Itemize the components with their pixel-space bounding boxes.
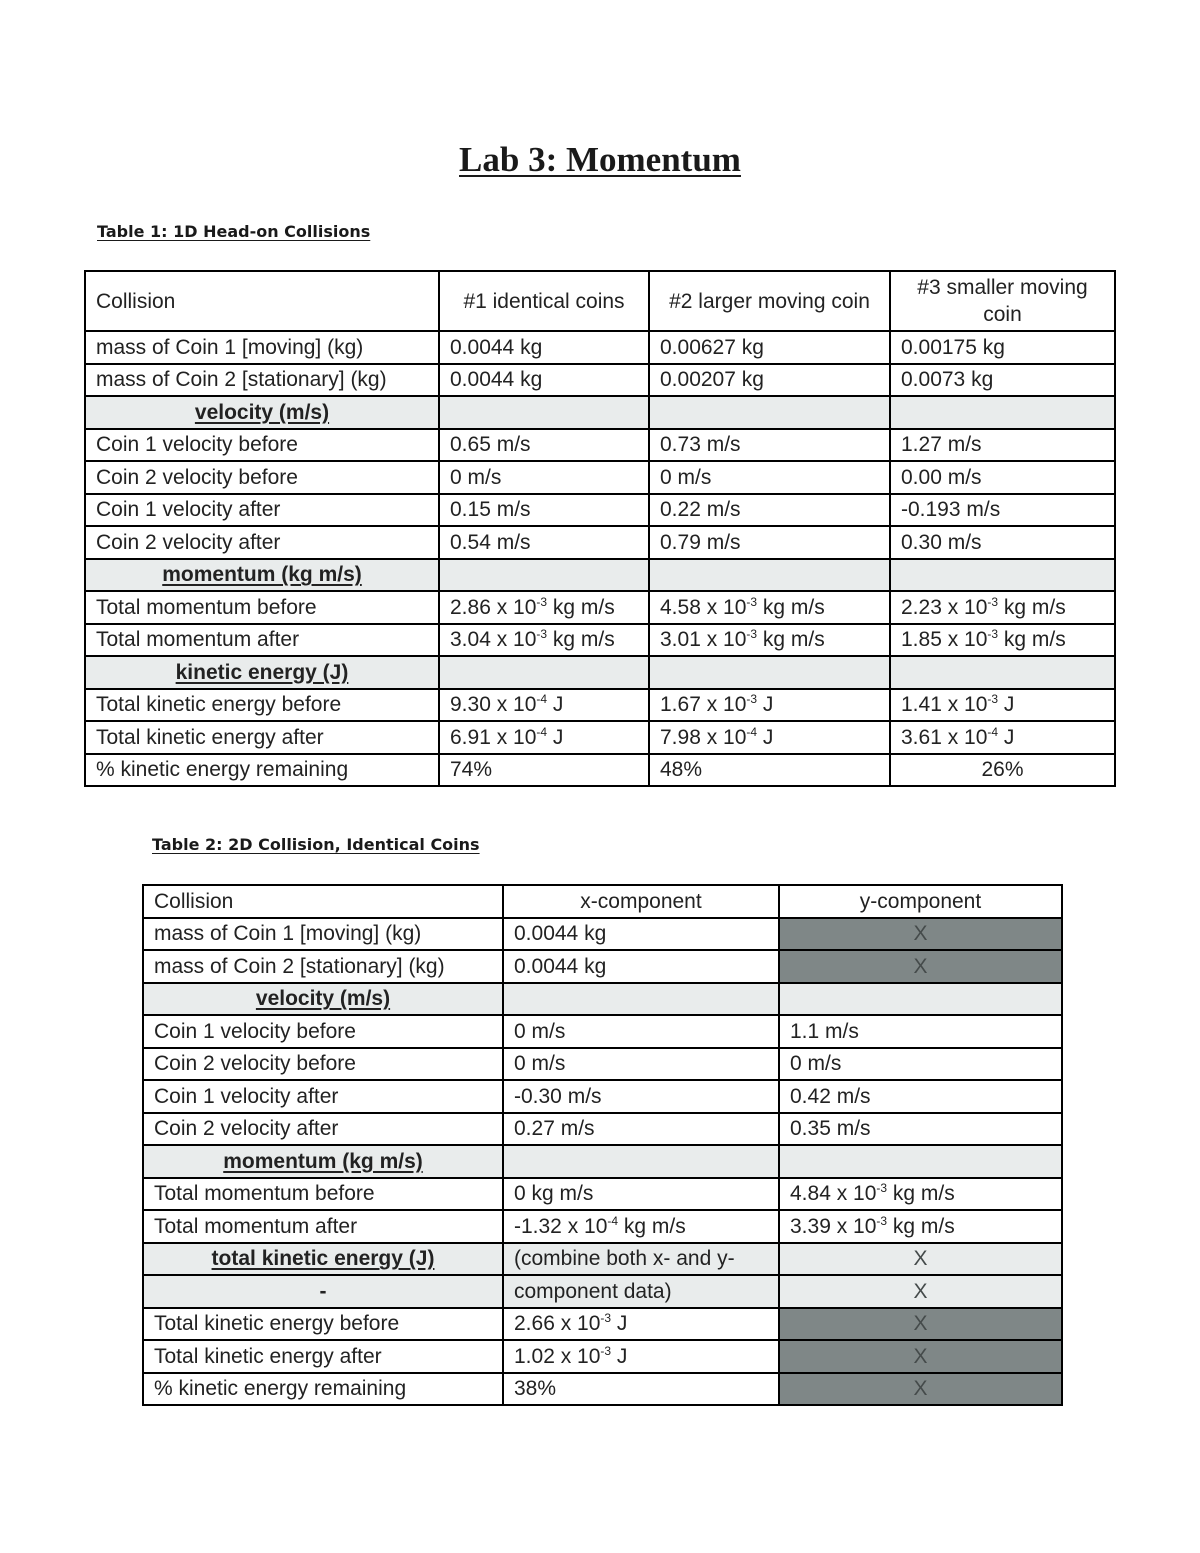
page-title <box>0 140 1200 180</box>
table2-value-cell-unit: kg m/s <box>887 1214 955 1238</box>
table1-value-cell <box>439 689 649 722</box>
table1-value-cell: 74% <box>439 754 649 787</box>
table1-header-row <box>85 271 1115 331</box>
table2-value-cell <box>779 1178 1062 1211</box>
table1-value-cell-unit: J <box>998 693 1015 717</box>
table2 <box>142 884 1063 1406</box>
table1-row-label: Total kinetic energy after <box>85 721 439 754</box>
table1-value-cell-unit: J <box>757 725 774 749</box>
table1-value-cell-mantissa: 3.04 x 10 <box>450 628 537 652</box>
table2-row <box>143 1308 1062 1341</box>
table2-section-row <box>143 983 1062 1016</box>
page-title-text: Lab 3: Momentum <box>459 140 741 179</box>
table2-header-cell: y-component <box>779 885 1062 918</box>
table1-row-label: mass of Coin 2 [stationary] (kg) <box>85 364 439 397</box>
table1-value-cell-mantissa: 3.01 x 10 <box>660 628 747 652</box>
table1-value-cell-exponent: -3 <box>746 594 758 609</box>
table2-value-cell-unit: kg m/s <box>887 1182 955 1206</box>
table2-value-cell: 0 m/s <box>503 1048 779 1081</box>
table2-value-cell-exponent: -4 <box>607 1213 619 1228</box>
table1-value-cell-unit: kg m/s <box>998 595 1066 619</box>
table2-value-cell: 0.0044 kg <box>503 950 779 983</box>
table2-value-cell: 0 m/s <box>503 1015 779 1048</box>
table1-value-cell: 0.30 m/s <box>890 526 1115 559</box>
table1-empty-cell <box>890 396 1115 429</box>
table1-caption: Table 1: 1D Head-on Collisions <box>97 222 371 241</box>
table2-value-cell: 0.27 m/s <box>503 1113 779 1146</box>
table2-na-cell: X <box>779 1243 1062 1276</box>
table1-value-cell <box>890 689 1115 722</box>
table1-empty-cell <box>890 559 1115 592</box>
table2-empty-cell <box>779 1145 1062 1178</box>
table2-na-cell: X <box>779 1308 1062 1341</box>
table2-value-cell-unit: kg m/s <box>618 1214 686 1238</box>
table1-value-cell: 1.27 m/s <box>890 429 1115 462</box>
table2-section-row <box>143 1275 1062 1308</box>
table1-value-cell-exponent: -4 <box>746 724 758 739</box>
table1-row <box>85 591 1115 624</box>
table2-value-cell: 0 m/s <box>779 1048 1062 1081</box>
table2-row-label: Coin 2 velocity before <box>143 1048 503 1081</box>
table2-value-cell: 38% <box>503 1373 779 1406</box>
table1-empty-cell <box>649 656 890 689</box>
table1-value-cell: 0.79 m/s <box>649 526 890 559</box>
table1-value-cell-exponent: -3 <box>987 627 999 642</box>
table1-value-cell: 0.00175 kg <box>890 331 1115 364</box>
table2-value-cell-unit: J <box>611 1344 628 1368</box>
table2-value-cell-mantissa: 4.84 x 10 <box>790 1182 877 1206</box>
table2-section-row <box>143 1243 1062 1276</box>
table2-value-cell-exponent: -3 <box>876 1181 888 1196</box>
table1-value-cell-exponent: -3 <box>746 627 758 642</box>
table1-value-cell <box>649 624 890 657</box>
table2-row-label: Total momentum after <box>143 1210 503 1243</box>
table1-section-label: velocity (m/s) <box>85 396 439 429</box>
table1-value-cell-unit: J <box>757 693 774 717</box>
table2-row <box>143 1178 1062 1211</box>
table2-section-row <box>143 1145 1062 1178</box>
table1-value-cell: 0.00207 kg <box>649 364 890 397</box>
table2-value-cell-mantissa: 3.39 x 10 <box>790 1214 877 1238</box>
table2-row-label: Total kinetic energy after <box>143 1340 503 1373</box>
table1-row <box>85 721 1115 754</box>
table1-value-cell: 48% <box>649 754 890 787</box>
table2-empty-cell <box>779 983 1062 1016</box>
table2-empty-cell <box>503 1145 779 1178</box>
table2-na-cell: X <box>779 1340 1062 1373</box>
table1-row <box>85 364 1115 397</box>
table1-row <box>85 689 1115 722</box>
table1-row-label: Total momentum after <box>85 624 439 657</box>
table1-empty-cell <box>439 656 649 689</box>
table1-value-cell-exponent: -4 <box>536 692 548 707</box>
table2-value-cell-exponent: -3 <box>600 1311 612 1326</box>
table1-row <box>85 331 1115 364</box>
table2-row <box>143 950 1062 983</box>
table1-row <box>85 754 1115 787</box>
table1-header-cell: Collision <box>85 271 439 331</box>
table1-value-cell-unit: J <box>547 725 564 749</box>
table2-na-cell: X <box>779 918 1062 951</box>
table1-value-cell-exponent: -3 <box>987 594 999 609</box>
table1-row <box>85 624 1115 657</box>
table1-row-label: Coin 2 velocity after <box>85 526 439 559</box>
table2-row-label: mass of Coin 2 [stationary] (kg) <box>143 950 503 983</box>
table1-value-cell <box>649 689 890 722</box>
table2-header-row <box>143 885 1062 918</box>
table2-header-cell: x-component <box>503 885 779 918</box>
table2-value-cell: 1.1 m/s <box>779 1015 1062 1048</box>
table1-row <box>85 461 1115 494</box>
table1-header-cell: #1 identical coins <box>439 271 649 331</box>
table2-value-cell <box>503 1210 779 1243</box>
table1-value-cell <box>649 721 890 754</box>
table2-row-label: Coin 1 velocity before <box>143 1015 503 1048</box>
table2-value-cell: 0.0044 kg <box>503 918 779 951</box>
table2-header-cell: Collision <box>143 885 503 918</box>
table2-na-cell: X <box>779 1373 1062 1406</box>
table1-value-cell <box>649 591 890 624</box>
table1-value-cell-mantissa: 3.61 x 10 <box>901 725 988 749</box>
table1-value-cell-exponent: -3 <box>536 627 548 642</box>
table1-row-label: % kinetic energy remaining <box>85 754 439 787</box>
table1-section-row <box>85 559 1115 592</box>
table1-row <box>85 494 1115 527</box>
table2-section-label: velocity (m/s) <box>143 983 503 1016</box>
table1-value-cell: 0.0073 kg <box>890 364 1115 397</box>
table2-value-cell <box>779 1210 1062 1243</box>
table1-value-cell-unit: J <box>998 725 1015 749</box>
table2-row <box>143 1373 1062 1406</box>
table1-value-cell <box>890 591 1115 624</box>
table1-row-label: Total kinetic energy before <box>85 689 439 722</box>
table2-value-cell: -0.30 m/s <box>503 1080 779 1113</box>
table1-value-cell-mantissa: 1.67 x 10 <box>660 693 747 717</box>
table2-value-cell-mantissa: -1.32 x 10 <box>514 1214 608 1238</box>
table2-section-label: momentum (kg m/s) <box>143 1145 503 1178</box>
table1-row-label: mass of Coin 1 [moving] (kg) <box>85 331 439 364</box>
table2-row <box>143 1015 1062 1048</box>
table1-row-label: Total momentum before <box>85 591 439 624</box>
table1-value-cell-unit: kg m/s <box>757 628 825 652</box>
table1-value-cell: 0 m/s <box>439 461 649 494</box>
table1-value-cell-unit: kg m/s <box>547 595 615 619</box>
table1-value-cell: 0.0044 kg <box>439 331 649 364</box>
table2-value-cell: 0.35 m/s <box>779 1113 1062 1146</box>
table1-value-cell-unit: kg m/s <box>998 628 1066 652</box>
table1-row <box>85 429 1115 462</box>
table1-value-cell-exponent: -3 <box>746 692 758 707</box>
table2-value-cell-mantissa: 1.02 x 10 <box>514 1344 601 1368</box>
table1-empty-cell <box>649 559 890 592</box>
table1-value-cell-mantissa: 4.58 x 10 <box>660 595 747 619</box>
table2-row <box>143 1113 1062 1146</box>
table2-value-cell <box>503 1308 779 1341</box>
table2-value-cell: 0.42 m/s <box>779 1080 1062 1113</box>
table1-value-cell <box>890 721 1115 754</box>
table1-row <box>85 526 1115 559</box>
table1-value-cell-exponent: -4 <box>536 724 548 739</box>
table1-value-cell-mantissa: 7.98 x 10 <box>660 725 747 749</box>
table2-row <box>143 1080 1062 1113</box>
table2-value-cell-exponent: -3 <box>876 1213 888 1228</box>
table1-value-cell: 0.54 m/s <box>439 526 649 559</box>
table2-value-cell-mantissa: 2.66 x 10 <box>514 1312 601 1336</box>
table2-section-label: total kinetic energy (J) <box>143 1243 503 1276</box>
table1-value-cell: 0.65 m/s <box>439 429 649 462</box>
table1-header-cell: #2 larger moving coin <box>649 271 890 331</box>
table1-value-cell-exponent: -4 <box>987 724 999 739</box>
table1-value-cell: -0.193 m/s <box>890 494 1115 527</box>
table2-row-label: Total kinetic energy before <box>143 1308 503 1341</box>
table1-section-label: kinetic energy (J) <box>85 656 439 689</box>
table1-value-cell <box>890 624 1115 657</box>
table1-value-cell-mantissa: 2.86 x 10 <box>450 595 537 619</box>
table1-value-cell: 0.15 m/s <box>439 494 649 527</box>
table1-value-cell-unit: J <box>547 693 564 717</box>
table1-empty-cell <box>439 396 649 429</box>
table2-note-cell: component data) <box>503 1275 779 1308</box>
table1-value-cell-mantissa: 9.30 x 10 <box>450 693 537 717</box>
table1-value-cell-unit: kg m/s <box>547 628 615 652</box>
table2-value-cell: 0 kg m/s <box>503 1178 779 1211</box>
table2-note-cell: (combine both x- and y- <box>503 1243 779 1276</box>
table1-row-label: Coin 2 velocity before <box>85 461 439 494</box>
table2-empty-cell <box>503 983 779 1016</box>
table2-value-cell-unit: J <box>611 1312 628 1336</box>
table1-row-label: Coin 1 velocity after <box>85 494 439 527</box>
table2-row <box>143 1048 1062 1081</box>
table1-value-cell-mantissa: 6.91 x 10 <box>450 725 537 749</box>
table1-value-cell: 0.00627 kg <box>649 331 890 364</box>
table1-value-cell: 0.00 m/s <box>890 461 1115 494</box>
table1-value-cell-mantissa: 1.41 x 10 <box>901 693 988 717</box>
table2-row <box>143 918 1062 951</box>
table2-row-label: mass of Coin 1 [moving] (kg) <box>143 918 503 951</box>
table1-value-cell <box>439 721 649 754</box>
table1-section-label: momentum (kg m/s) <box>85 559 439 592</box>
table2-row-label: Coin 2 velocity after <box>143 1113 503 1146</box>
table1-value-cell: 0.73 m/s <box>649 429 890 462</box>
table2-row <box>143 1210 1062 1243</box>
table1-row-label: Coin 1 velocity before <box>85 429 439 462</box>
table1-empty-cell <box>890 656 1115 689</box>
table1-value-cell-exponent: -3 <box>987 692 999 707</box>
table1-value-cell: 0 m/s <box>649 461 890 494</box>
table1-value-cell-mantissa: 1.85 x 10 <box>901 628 988 652</box>
table1-section-row <box>85 396 1115 429</box>
table2-value-cell-exponent: -3 <box>600 1343 612 1358</box>
table1-section-row <box>85 656 1115 689</box>
table2-value-cell <box>503 1340 779 1373</box>
table2-row-label: Total momentum before <box>143 1178 503 1211</box>
table2-row-label: Coin 1 velocity after <box>143 1080 503 1113</box>
table1-value-cell <box>439 591 649 624</box>
table1-empty-cell <box>649 396 890 429</box>
table1-value-cell: 26% <box>890 754 1115 787</box>
table2-row <box>143 1340 1062 1373</box>
table2-caption: Table 2: 2D Collision, Identical Coins <box>152 835 480 854</box>
table2-row-label: % kinetic energy remaining <box>143 1373 503 1406</box>
table1-value-cell-exponent: -3 <box>536 594 548 609</box>
table1-empty-cell <box>439 559 649 592</box>
table1-value-cell: 0.22 m/s <box>649 494 890 527</box>
table1-value-cell-unit: kg m/s <box>757 595 825 619</box>
table2-section-label: - <box>143 1275 503 1308</box>
table1-value-cell-mantissa: 2.23 x 10 <box>901 595 988 619</box>
table1 <box>84 270 1116 787</box>
table2-na-cell: X <box>779 950 1062 983</box>
table1-header-cell: #3 smaller moving coin <box>890 271 1115 331</box>
table1-value-cell <box>439 624 649 657</box>
table2-na-cell: X <box>779 1275 1062 1308</box>
table1-value-cell: 0.0044 kg <box>439 364 649 397</box>
